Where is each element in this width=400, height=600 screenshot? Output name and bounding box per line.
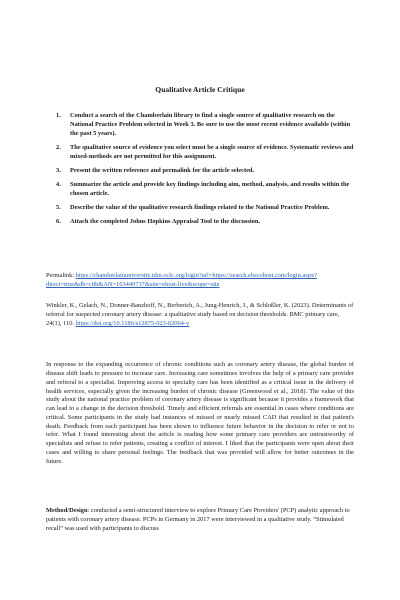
list-item — [56, 144, 356, 162]
list-number: 5. — [56, 204, 61, 211]
list-item — [56, 204, 356, 213]
list-number: 2. — [56, 143, 61, 151]
permalink-label: Permalink: — [46, 272, 76, 280]
list-item-text: Present the written reference and permalink for the article selected. — [70, 166, 255, 174]
task-list — [56, 112, 356, 232]
list-item-text: Conduct a search of the Chamberlain library to find a single source of qualitative research on the National Practice Problem selected in Week 3. Be sure to use the most recent evidence available (within the past 5 years). — [70, 112, 351, 137]
list-number: 6. — [56, 218, 61, 226]
list-item — [56, 218, 356, 227]
list-number: 4. — [56, 181, 61, 188]
list-item — [56, 181, 356, 199]
reference-text: Winkler, K., Gelach, N., Donner-Banzhoff, N., Berberich, A., Jung-Henrich, J., & Schloßler, K. (2023). Determinants of referral for suspected coronary artery disease: a qualitative study based on decision thresholds. BMC primary care, 24(1), 110. — [46, 302, 354, 327]
list-item-text: The qualitative source of evidence you select must be a single source of evidence. Systematic reviews and mixed-methods are not permitted for this assignment. — [70, 143, 354, 160]
list-item — [56, 112, 356, 139]
method-label: Method/Design — [46, 507, 88, 515]
list-item-text: Summarize the article and provide key findings including aim, method, analysis, and results within the chosen article. — [70, 181, 350, 197]
method-paragraph — [46, 507, 354, 533]
list-number: 1. — [56, 112, 61, 119]
list-item-text: Attach the completed Johns Hopkins Appraisal Tool to the discussion. — [70, 218, 260, 226]
method-text: : conducted a semi-structured interview to explore Primary Care Providers' (PCP) analytic approach to patients with coronary artery disease. PCPs in Germany in 2017 were interviewed in a qualitative study. “Stimulated recall” was used with participants to discuss — [46, 507, 350, 532]
list-item — [56, 167, 356, 176]
permalink-link[interactable]: https://chamberlainuniversity.idm.oclc.org/login?url=https://search.ebscohost.com/login.aspx?direct=true&db=c8h&AN=163449737&site=ehost-live&scope=site — [46, 272, 317, 289]
page-title: Qualitative Article Critique — [155, 85, 245, 94]
doi-link[interactable]: https://doi.org/10.1186/s12875-023-02064-y — [75, 319, 190, 327]
permalink-paragraph — [46, 272, 354, 290]
list-item-text: Describe the value of the qualitative research findings related to the National Practice Problem. — [70, 204, 330, 211]
list-number: 3. — [56, 166, 61, 174]
summary-paragraph: In response to the expanding occurrence of chronic conditions such as coronary artery disease, the global burden of disease shift leads to pressure to increase care. Increasing care sometimes involves the help of a primary care provider and referral to a specialist. Improving access to specialty care has been identified as a critical issue in the delivery of health services, especially given the increasing burden of chronic disease (Greenwood et al., 2018). The value of this study about the national practice problem of coronary artery disease is significant because it provides a framework that can lead to a change in the decision threshold. Timely and efficient referrals are essential in cases where conditions are critical. Some participants in the study had instances of missed or nearly missed CAD that resulted in that patient's death. Feedback from each participant has been shown to influence future behavior in the decision to refer or not to refer. What I found interesting about the article is reading how some primary care providers are untrustworthy of specialists and refuse to refer patients, creating a conflict of interest. I liked that the participants were open about their cases and willing to share personal feelings. The feedback that was provided will allow for better outcomes in the future. — [46, 361, 354, 465]
reference-citation — [46, 302, 354, 328]
